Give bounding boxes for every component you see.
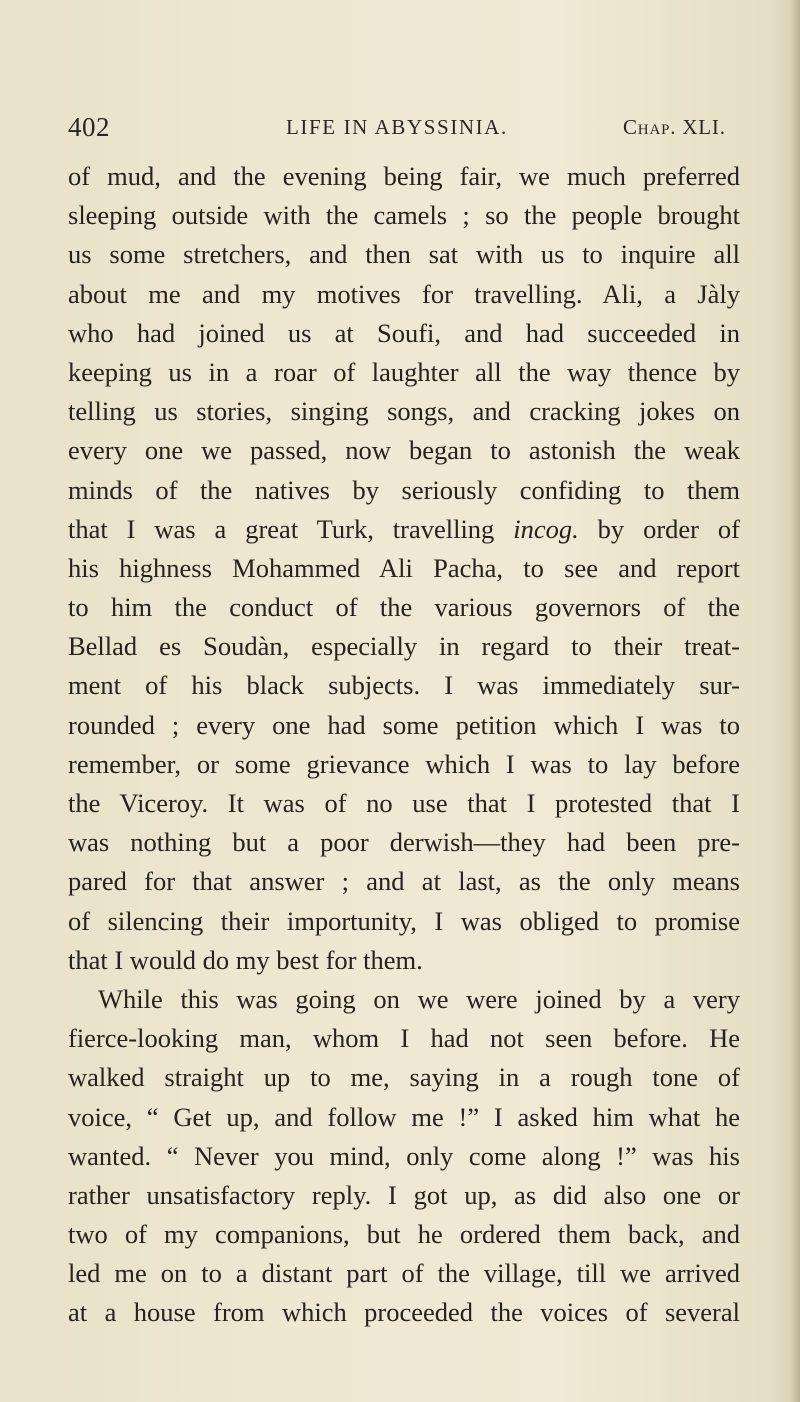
text-line: minds of the natives by seriously confiding to them <box>68 474 740 505</box>
text-line: was nothing but a poor derwish—they had been pre- <box>68 827 740 858</box>
body-text <box>68 157 740 1333</box>
text-line: every one we passed, now began to astonish the weak <box>68 435 740 466</box>
text-line: wanted. “ Never you mind, only come along !” was his <box>68 1140 740 1171</box>
running-header <box>68 112 768 148</box>
text-line: of silencing their importunity, I was obliged to promise <box>68 905 740 936</box>
text-line: led me on to a distant part of the village, till we arrived <box>68 1258 740 1289</box>
text-line: about me and my motives for travelling. Ali, a Jàly <box>68 278 740 309</box>
text-line: at a house from which proceeded the voices of several <box>68 1297 740 1328</box>
italic-word: incog. <box>513 513 579 544</box>
text-line: walked straight up to me, saying in a rough tone of <box>68 1062 740 1093</box>
text-line: While this was going on we were joined by a very <box>98 983 740 1014</box>
page-edge-shadow <box>790 0 800 1402</box>
text-line: Bellad es Soudàn, especially in regard to their treat- <box>68 631 740 662</box>
text-line: to him the conduct of the various governors of the <box>68 592 740 623</box>
text-line: keeping us in a roar of laughter all the way thence by <box>68 356 740 387</box>
text-line: the Viceroy. It was of no use that I protested that I <box>68 788 740 818</box>
chapter-label: Chap. XLI. <box>623 115 726 139</box>
text-line <box>68 510 740 549</box>
text-line: his highness Mohammed Ali Pacha, to see and report <box>68 552 740 583</box>
text-line: remember, or some grievance which I was to lay before <box>68 748 740 779</box>
text-line: voice, “ Get up, and follow me !” I asked him what he <box>68 1101 740 1132</box>
text-line-start: that I was a great Turk, travelling <box>68 513 495 544</box>
text-line: fierce-looking man, whom I had not seen before. He <box>68 1023 740 1054</box>
text-line: ment of his black subjects. I was immediately sur- <box>68 670 740 701</box>
text-line: rather unsatisfactory reply. I got up, as did also one or <box>68 1179 740 1210</box>
text-line: two of my companions, but he ordered them back, and <box>68 1219 740 1250</box>
text-line: rounded ; every one had some petition which I was to <box>68 709 740 740</box>
text-line: who had joined us at Soufi, and had succeeded in <box>68 317 740 348</box>
text-line: pared for that answer ; and at last, as the only means <box>68 866 740 897</box>
running-title: LIFE IN ABYSSINIA. <box>286 115 508 139</box>
text-line: of mud, and the evening being fair, we much preferred <box>68 161 740 191</box>
text-line-end: by order of <box>597 513 740 544</box>
text-line: us some stretchers, and then sat with us to inquire all <box>68 239 740 270</box>
text-line: telling us stories, singing songs, and cracking jokes on <box>68 396 740 427</box>
page-number: 402 <box>68 112 110 142</box>
text-line: that I would do my best for them. <box>68 944 423 975</box>
text-line: sleeping outside with the camels ; so the people brought <box>68 200 740 231</box>
